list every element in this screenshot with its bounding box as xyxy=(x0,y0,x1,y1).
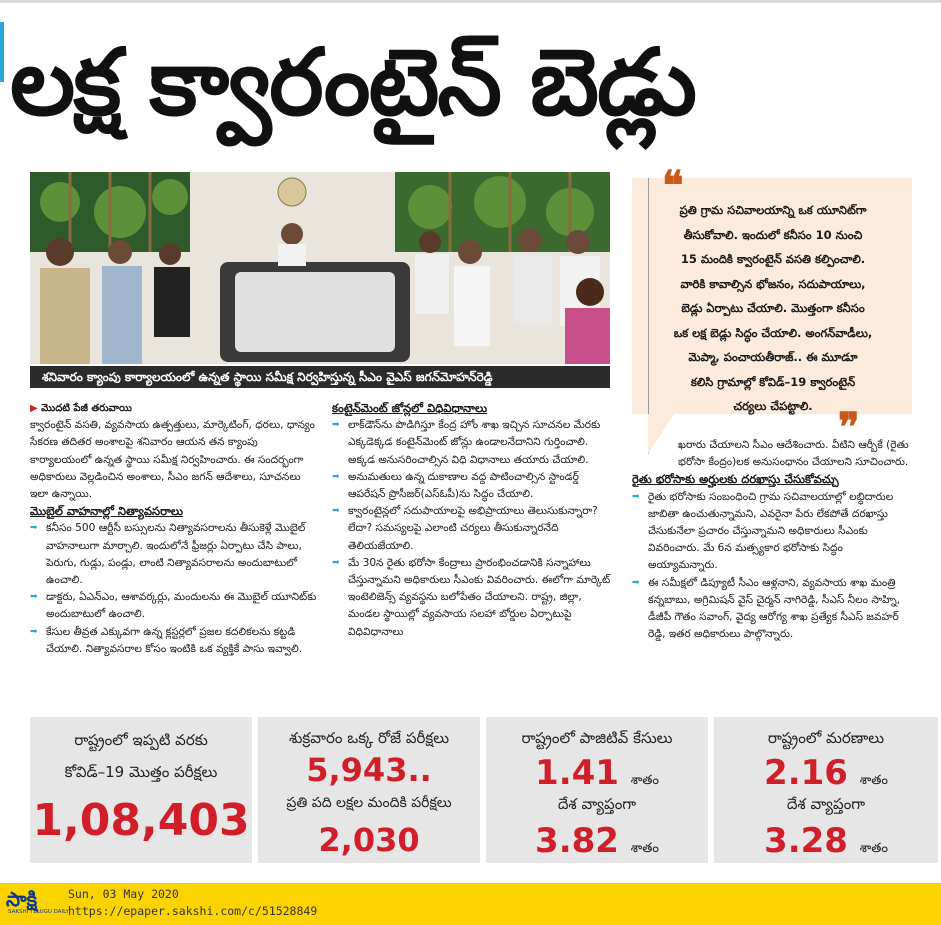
stats-strip xyxy=(30,717,938,863)
bullet-item: ➡ అనుమతులు ఉన్న దుకాణాల వద్ద పాటించాల్సిన స్టాండర్డ్ ఆపరేషన్ ప్రొసీజర్(ఎస్‌ఓపీ)ను సిద్ధం చేయాలి. xyxy=(332,469,616,503)
continued-marker: ▶ మొదటి పేజీ తరువాయి xyxy=(30,403,132,414)
stat-unit: శాతం xyxy=(859,841,888,856)
subheading: రైతు భరోసాకు అర్హులకు దరఖాస్తు చేసుకోవచ్చు xyxy=(632,472,839,487)
continued-label: మొదటి పేజీ తరువాయి xyxy=(41,403,132,414)
top-rule xyxy=(0,0,941,3)
section-marker xyxy=(0,22,4,82)
stat-value: 1.41 xyxy=(535,753,619,793)
stat-unit: శాతం xyxy=(859,773,888,788)
quote-line: 15 మందికి క్వారంటైన్ వసతి కల్పించాలి. xyxy=(680,252,866,266)
subheading: కంటైన్‌మెంట్ జోన్లలో విధివిధానాలు xyxy=(332,401,488,415)
quote-text xyxy=(644,198,902,419)
sakshi-logo[interactable] xyxy=(6,887,69,919)
quote-line: బెడ్లు ఏర్పాటు చేయాలి. మొత్తంగా కనీసం xyxy=(681,301,865,315)
quote-line: చర్యలు చేపట్టాలి. xyxy=(733,399,813,413)
stat-label: ప్రతి పది లక్షల మందికి పరీక్షలు xyxy=(286,795,452,811)
subheading: మొబైల్ వాహనాల్లో నిత్యావసరాలు xyxy=(30,504,183,519)
stat-value: 5,943.. xyxy=(306,751,432,789)
quote-line: తీసుకోవాలి. ఇందులో కనీసం 10 నుంచి xyxy=(683,227,863,242)
stat-value: 2.16 xyxy=(764,753,848,793)
stat-value-row xyxy=(486,821,708,861)
stat-unit: శాతం xyxy=(630,773,659,788)
article-column-3 xyxy=(632,437,914,643)
meeting-photo xyxy=(30,172,610,364)
stat-value-row xyxy=(714,821,938,861)
quote-line: వారికి కావాల్సిన భోజనం, సదుపాయాలు, xyxy=(680,276,866,291)
article-paragraph: క్వారంటైన్ వసతి, వ్యవసాయ ఉత్పత్తులు, మార్కెటింగ్, ధరలు, ధాన్యం సేకరణ తదితర అంశాలపై శనివారం ఆయన తన క్యాంపు కార్యాలయంలో ఉన్నత స్థాయి సమీక్ష నిర్వహించారు. ఈ సందర్భంగా అధికారులు వెల్లడించిన అంశాలు, సీఎం జగన్ ఆదేశాలు, సూచనలు ఇలా ఉన్నాయి. xyxy=(30,419,315,501)
stat-value: 2,030 xyxy=(318,821,420,859)
quote-line: కలిసి గ్రామాల్లో కోవిడ్–19 క్వారంటైన్ xyxy=(690,374,856,389)
stat-label: రాష్ట్రంలో ఇప్పటి వరకు xyxy=(74,731,208,749)
article-column-1 xyxy=(30,400,320,658)
bullet-item: ➡ కేసుల తీవ్రత ఎక్కువగా ఉన్న క్లస్టర్లలో ప్రజల కదలికలను కట్టడి చేయాలి. నిత్యావసరాల కోసం ఇంటికి ఒక వ్యక్తికే పాసు ఇవ్వాలి. xyxy=(30,624,320,658)
bullet-item: ➡ డాక్టరు, ఏఎన్‌ఎం, ఆశావర్కర్లు, మందులను ఈ మొబైల్ యూనిట్‌కు అందుబాటులో ఉంచాలి. xyxy=(30,589,320,623)
publish-date: Sun, 03 May 2020 xyxy=(68,887,179,901)
close-quote-icon: ❞ xyxy=(838,404,860,451)
stat-value: 1,08,403 xyxy=(32,795,250,846)
stat-label: రాష్ట్రంలో మరణాలు xyxy=(767,729,885,747)
quote-line: ఒక లక్ష బెడ్లు సిద్ధం చేయాలి. అంగన్‌వాడీలు, xyxy=(673,325,873,340)
stat-daily-tests xyxy=(258,717,480,863)
stat-label: రాష్ట్రంలో పాజిటివ్ కేసులు xyxy=(521,729,673,747)
open-quote-icon: ❝ xyxy=(662,162,684,209)
stat-unit: శాతం xyxy=(630,841,659,856)
stat-positive-cases xyxy=(486,717,708,863)
headline: లక్ష క్వారంటైన్ బెడ్లు xyxy=(10,29,695,136)
bullet-item: ➡ రైతు భరోసాకు సంబంధించి గ్రామ సచివాలయాల్లో లబ్ధిదారుల జాబితా ఉంచుతున్నామని, ఎవరైనా పేరు లేకపోతే దరఖాస్తు చేసుకునేలా ప్రచారం చేస్తున్నామని అధికారులు సీఎంకు వివరించారు. మే 6న మత్స్యకార భరోసాకు సిద్ధం అయ్యామన్నారు. xyxy=(632,489,914,575)
stat-label: దేశ వ్యాప్తంగా xyxy=(557,795,637,813)
stat-value-row xyxy=(714,753,938,793)
article-column-2 xyxy=(332,400,616,641)
stat-deaths xyxy=(714,717,938,863)
bullet-item: ➡ ఈ సమీక్షలో డిప్యూటీ సీఎం ఆళ్లనాని, వ్యవసాయ శాఖ మంత్రి కన్నబాబు, అగ్రిమిషన్ వైస్ చైర్మన్ నాగిరెడ్డి, సీఎస్ నీలం సాహ్ని, డీజీపీ గౌతం సవాంగ్, వైద్య ఆరోగ్య శాఖ ప్రత్యేక సీఎస్ జవహర్ రెడ్డి, ఇతర అధికారులు పాల్గొన్నారు. xyxy=(632,575,914,644)
bullet-item: ➡ మే 30న రైతు భరోసా కేంద్రాలు ప్రారంభించడానికి సన్నాహాలు చేస్తున్నామని అధికారులు సీఎంకు వివరించారు. ఈలోగా మార్కెట్ ఇంటెలిజెన్స్ వ్యవస్థను బలోపేతం చేయాలని. రాష్ట్ర, జిల్లా, మండల స్థాయిల్లో వ్యవసాయ సలహా బోర్డుల ఏర్పాటుపై విధివిధానాలు xyxy=(332,555,616,641)
quote-line: ప్రతి గ్రామ సచివాలయాన్ని ఒక యూనిట్‌గా xyxy=(679,203,867,217)
stat-total-tests xyxy=(30,717,252,863)
stat-value: 3.28 xyxy=(764,821,848,861)
stat-label: దేశ వ్యాప్తంగా xyxy=(786,795,866,813)
photo-caption: శనివారం క్యాంపు కార్యాలయంలో ఉన్నత స్థాయి సమీక్ష నిర్వహిస్తున్న సీఎం వైఎస్ జగన్‌మోహన్‌రెడ్డి xyxy=(30,366,610,388)
quote-line: మెప్మా, పంచాయతీరాజ్.. ఈ మూడూ xyxy=(688,350,858,364)
stat-value: 3.82 xyxy=(535,821,619,861)
article-paragraph: ఖరారు చేయాలని సీఎం ఆదేశించారు. వీటిని ఆర్బీకే (రైతు భరోసా కేంద్రం)లక అనుసంధానం చేయాలని సూచించారు. xyxy=(678,439,909,469)
stat-label: కోవిడ్–19 మొత్తం పరీక్షలు xyxy=(64,763,218,781)
logo-text: సాక్షి xyxy=(6,887,38,911)
stat-label: శుక్రవారం ఒక్క రోజే పరీక్షలు xyxy=(288,729,450,747)
logo-subtitle: SAKSHI TELUGU DAILY xyxy=(8,909,69,915)
epaper-link[interactable]: https://epaper.sakshi.com/c/51528849 xyxy=(68,904,318,918)
bullet-item: ➡ కనీసం 500 ఆర్టీసీ బస్సులను నిత్యావసరాలను తీసుకెళ్లే మొబైల్ వాహనాలుగా మార్చాలి. ఇందులోనే ఫ్రీజర్లు ఏర్పాటు చేసి పాలు, పెరుగు, గుడ్లు, పండ్లు, లాంటి నిత్యావసరాలను అందుబాటులో ఉంచాలి. xyxy=(30,520,320,589)
bullet-item: ➡ లాక్‌డౌన్‌ను పొడిగిస్తూ కేంద్ర హోం శాఖ ఇచ్చిన సూచనల మేరకు ఎక్కడెక్కడ కంటైన్‌మెంట్ జోన్లు ఉండాలనేదానిని గుర్తించాలి. అక్కడ అనుసరించాల్సిన విధి విధానాలు తయారు చేయాలి. xyxy=(332,417,616,469)
stat-value-row xyxy=(486,753,708,793)
bullet-item: ➡ క్వారంటైన్లలో సదుపాయాలపై అభిప్రాయాలు తెలుసుకున్నారా? లేదా? సమస్యలపై ఎలాంటి చర్యలు తీసుకున్నారనేది తెలియజేయాలి. xyxy=(332,503,616,555)
